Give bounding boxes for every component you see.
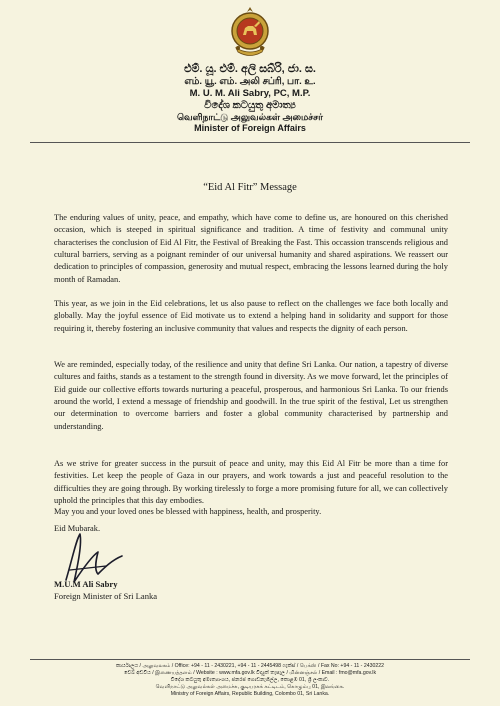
minister-name-tamil: எம். யூ. எம். அலி சப்ரி, பா. உ. <box>184 76 316 87</box>
message-title: “Eid Al Fitr” Message <box>203 182 297 193</box>
signatory-name: M.U.M Ali Sabry <box>54 579 118 589</box>
footer-contact-phone: කාර්යාලය / அலுவலகம் / Office: +94 - 11 - 2430221, +94 - 11 - 2445498 ෆැක්ස් / பெக்ஸ் / Fax No: +94 - 11 - 2430222 <box>115 663 385 669</box>
paragraph-2: This year, as we join in the Eid celebrations, let us also pause to reflect on the challenges we face both locally and globally. May the joyful essence of Eid motivate us to extend a helping hand in solidarity and support for those requiring it, thereby fostering an inclusive community that values and respects the dignity of each person. <box>54 299 448 333</box>
minister-name-sinhala: එම්. යූ. එම්. අලි සබ්රි, ජා. ස. <box>184 63 316 75</box>
ministry-tamil: வெளிநாட்டு அலுவல்கள் அமைச்சர் <box>177 112 323 122</box>
header-divider <box>30 142 470 143</box>
paragraph-4: As we strive for greater success in the pursuit of peace and unity, may this Eid Al Fitr be more than a time for festivities. Let keep the people of Gaza in our prayers, and work towards a just and peaceful resolution to the difficulties they are going through. By working tirelessly to forge a more promising future for all, we can collectively uphold the principles that this day embodies. <box>54 459 448 506</box>
footer-contact-web: වෙබ් අඩවිය / இணையத்தளம் / Website : www.mfa.gov.lk විද්‍යුත් තැපැල / மின்னஞ்சல் / Email : fmo@mfa.gov.lk <box>123 670 377 676</box>
ministry-english: Minister of Foreign Affairs <box>194 123 306 133</box>
footer-divider <box>30 659 470 660</box>
closing-greeting: Eid Mubarak. <box>54 524 101 533</box>
sri-lanka-emblem-icon <box>226 4 274 60</box>
paragraph-5: May you and your loved ones be blessed with happiness, health, and prosperity. <box>54 507 322 516</box>
ministry-sinhala: විදේශ කටයුතු අමාත්‍ය <box>204 100 296 111</box>
minister-name-english: M. U. M. Ali Sabry, PC, M.P. <box>189 88 311 99</box>
paragraph-1: The enduring values of unity, peace, and empathy, which have come to define us, are honoured on this cherished occasion, which is steeped in spiritual significance and tradition. A time of festivity and communal unity characterises the conclusion of Eid Al Fitr, the Festival of Breaking the Fast. This occassion transcends religious and cultural barriers, serving as a poignant reminder of our universal humanity and shared aspirations. We reassert our dedication to principles of compassion, generosity and mutual respect, embracing the lessons learned during the holy month of Ramadan. <box>54 213 448 284</box>
footer-address-sinhala: විදේශ කටයුතු අමාත්‍යාංශය, ජනරජ ගොඩනැගිල්ල, කොළඹ 01, ශ්‍රී ලංකාව. <box>170 677 330 683</box>
signatory-title: Foreign Minister of Sri Lanka <box>54 591 158 601</box>
paragraph-3: We are reminded, especially today, of the resilience and unity that define Sri Lanka. Our nation, a tapestry of diverse cultures and faiths, stands as a testament to the strength found in diversity. As we move forward, let the principles of Eid guide our collective efforts towards nurturing a peaceful, prosperous, and harmonious Sri Lanka. To our friends around the world, I extend a message of friendship and goodwill. In the true spirit of the festival, Let us strengthen our determination to overcome barriers and foster a global community characterised by partnership and understanding. <box>54 360 448 431</box>
footer-address-english: Ministry of Foreign Affairs, Republic Building, Colombo 01, Sri Lanka. <box>170 691 330 697</box>
footer-address-tamil: வெளிநாட்டு அலுவல்கள் அமைச்சு, குடியரசுக் கட்டிடம், கொழும்பு 01, இலங்கை. <box>155 684 345 690</box>
